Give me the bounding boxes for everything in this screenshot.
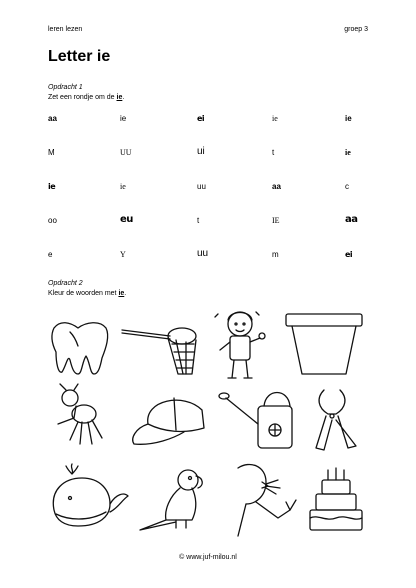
grid-cell-r3c1[interactable]: ie — [48, 182, 56, 191]
grid-cell-r3c4[interactable]: aa — [272, 182, 281, 191]
header-left: leren lezen — [48, 26, 83, 33]
grid-cell-r4c3[interactable]: t — [197, 216, 200, 225]
page-title: Letter ie — [48, 48, 111, 65]
grid-cell-r1c1[interactable]: aa — [48, 114, 57, 123]
boy-icon[interactable] — [210, 304, 272, 382]
grid-cell-r2c2[interactable]: UU — [120, 148, 132, 157]
ant-icon[interactable] — [48, 384, 106, 450]
grid-cell-r1c3[interactable]: ei — [197, 114, 205, 123]
instruction-text: Zet een rondje om de — [48, 94, 117, 101]
grid-cell-r4c2[interactable]: eu — [120, 214, 133, 225]
tooth-icon[interactable] — [48, 318, 112, 378]
instruction-end: . — [124, 290, 127, 297]
opdracht1-heading: Opdracht 1 — [48, 84, 83, 91]
grid-cell-r2c5[interactable]: ie — [345, 148, 351, 157]
grid-cell-r5c4[interactable]: m — [272, 250, 279, 259]
butterfly-net-icon[interactable] — [120, 318, 200, 378]
instruction-target: ie — [116, 94, 123, 101]
opdracht2-instruction — [48, 290, 126, 297]
instruction-text: Kleur de woorden met — [48, 290, 119, 297]
pliers-icon[interactable] — [306, 384, 362, 452]
grid-cell-r5c5[interactable]: ei — [345, 250, 353, 259]
whale-icon[interactable] — [48, 460, 130, 532]
header-right: groep 3 — [344, 26, 368, 33]
grid-cell-r5c2[interactable]: Y — [120, 250, 126, 259]
grid-cell-r1c2[interactable]: ie — [120, 114, 127, 123]
flower-pot-icon[interactable] — [282, 310, 366, 378]
cap-icon[interactable] — [124, 388, 210, 450]
grid-cell-r2c1[interactable]: M — [48, 148, 55, 157]
instruction-end: . — [122, 94, 125, 101]
grid-cell-r5c1[interactable]: e — [48, 250, 53, 259]
grid-cell-r3c5[interactable]: c — [345, 182, 349, 191]
birthday-cake-icon[interactable] — [306, 462, 366, 536]
parrot-icon[interactable] — [136, 460, 220, 532]
watering-can-icon[interactable] — [214, 384, 302, 452]
grid-cell-r3c3[interactable]: uu — [197, 182, 206, 191]
grid-cell-r4c4[interactable]: IE — [272, 216, 280, 225]
grid-cell-r2c4[interactable]: t — [272, 148, 275, 157]
grid-cell-r5c3[interactable]: uu — [197, 248, 209, 259]
grid-cell-r4c5[interactable]: aa — [345, 214, 358, 225]
grid-cell-r1c4[interactable]: ie — [272, 114, 278, 123]
footer-credit: © www.juf-milou.nl — [179, 554, 237, 561]
opdracht1-instruction — [48, 94, 124, 101]
grid-cell-r1c5[interactable]: ie — [345, 114, 352, 123]
sneezing-man-icon[interactable] — [226, 460, 308, 536]
grid-cell-r3c2[interactable]: ie — [120, 182, 126, 191]
opdracht2-heading: Opdracht 2 — [48, 280, 83, 287]
grid-cell-r2c3[interactable]: ui — [197, 146, 205, 157]
instruction-target: ie — [118, 290, 125, 297]
grid-cell-r4c1[interactable]: oo — [48, 216, 57, 225]
